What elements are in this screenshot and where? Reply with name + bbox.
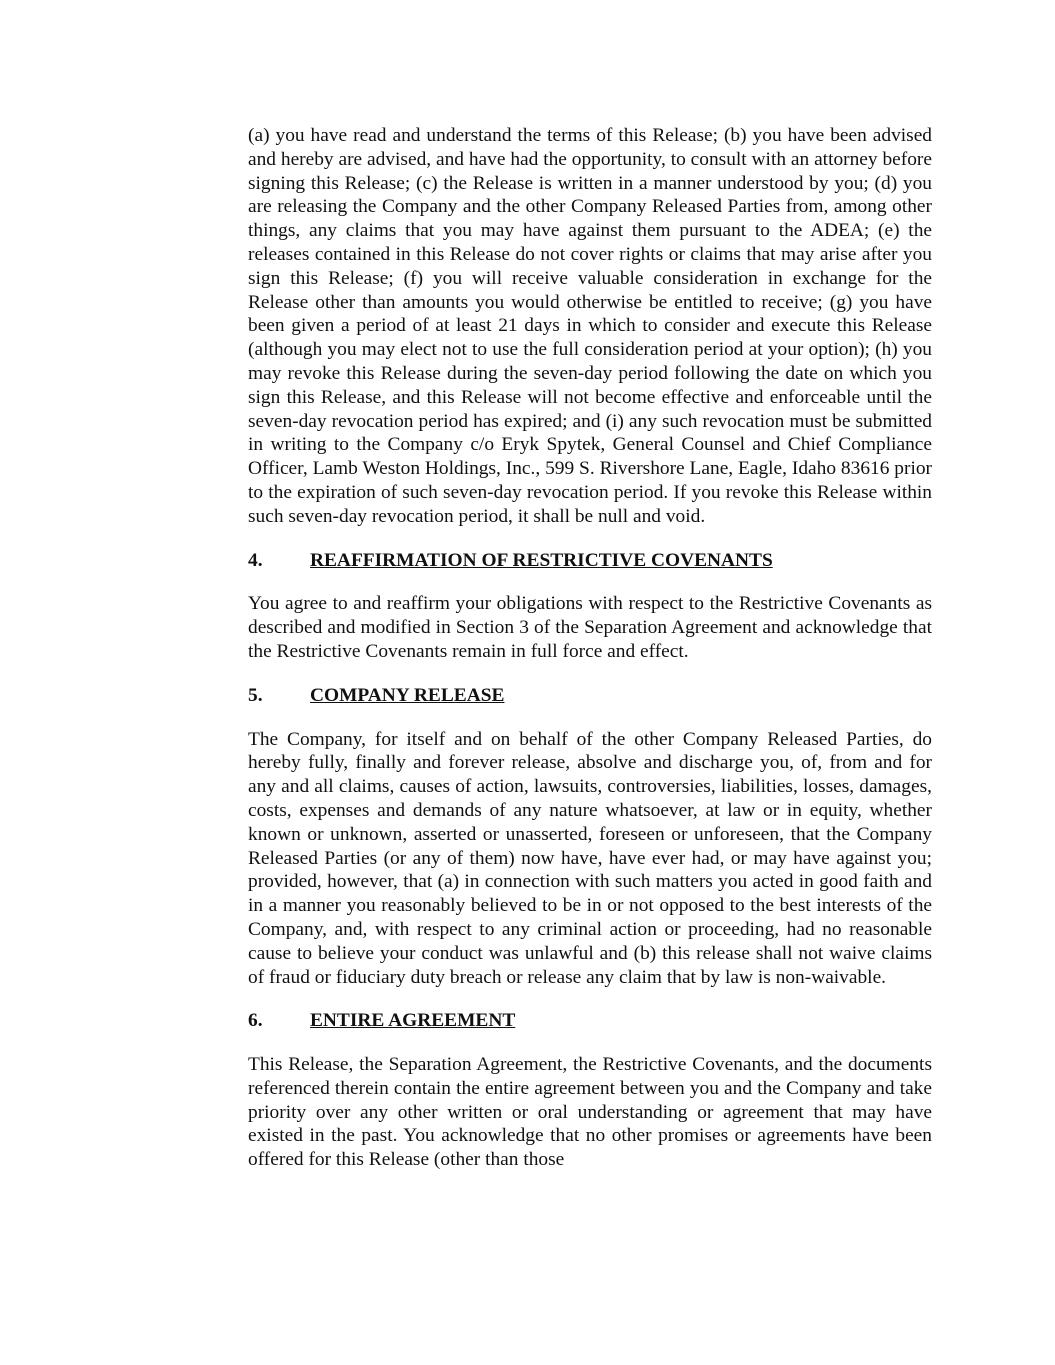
section-4-body: You agree to and reaffirm your obligations with respect to the Restrictive Covenants as described and modified in Section 3 of the Separation Agreement and acknowledge that the Restrictive Covenants remain in full force and effect. [248, 593, 932, 662]
section-5-heading [248, 684, 932, 708]
section-4-heading [248, 549, 932, 573]
section-5-body: The Company, for itself and on behalf of the other Company Released Parties, do hereby fully, finally and forever release, absolve and discharge you, of, from and for any and all claims, causes of action, lawsuits, controversies, liabilities, losses, damages, costs, expenses and demands of any nature whatsoever, at law or in equity, whether known or unknown, asserted or unasserted, foreseen or unforeseen, that the Company Released Parties (or any of them) now have, have ever had, or may have against you; provided, however, that (a) in connection with such matters you acted in good faith and in a manner you reasonably believed to be in or not opposed to the best interests of the Company, and, with respect to any criminal action or proceeding, had no reasonable cause to believe your conduct was unlawful and (b) this release shall not waive claims of fraud or fiduciary duty breach or release any claim that by law is non-waivable. [248, 728, 932, 988]
section-title: ENTIRE AGREEMENT [310, 1010, 516, 1032]
section-6-body: This Release, the Separation Agreement, the Restrictive Covenants, and the documents referenced therein contain the entire agreement between you and the Company and take priority over any other written or oral understanding or agreement that may have existed in the past. You acknowledge that no other promises or agreements have been offered for this Release (other than those [248, 1054, 932, 1171]
section-number: 6. [248, 1010, 263, 1032]
section-6-heading [248, 1009, 932, 1033]
section-number: 5. [248, 684, 263, 706]
section-number: 4. [248, 549, 263, 571]
section-title: REAFFIRMATION OF RESTRICTIVE COVENANTS [310, 549, 773, 571]
section-title: COMPANY RELEASE [310, 684, 505, 706]
document-page [248, 124, 932, 1172]
adea-acknowledgment-paragraph: (a) you have read and understand the terms of this Release; (b) you have been advised and hereby are advised, and have had the opportunity, to consult with an attorney before signing this Release; (c) the Release is written in a manner understood by you; (d) you are releasing the Company and the other Company Released Parties from, among other things, any claims that you may have against them pursuant to the ADEA; (e) the releases contained in this Release do not cover rights or claims that may arise after you sign this Release; (f) you will receive valuable consideration in exchange for the Release other than amounts you would otherwise be entitled to receive; (g) you have been given a period of at least 21 days in which to consider and execute this Release (although you may elect not to use the full consideration period at your option); (h) you may revoke this Release during the seven-day period following the date on which you sign this Release, and this Release will not become effective and enforceable until the seven-day revocation period has expired; and (i) any such revocation must be submitted in writing to the Company c/o Eryk Spytek, General Counsel and Chief Compliance Officer, Lamb Weston Holdings, Inc., 599 S. Rivershore Lane, Eagle, Idaho 83616 prior to the expiration of such seven-day revocation period. If you revoke this Release within such seven-day revocation period, it shall be null and void. [248, 125, 932, 527]
